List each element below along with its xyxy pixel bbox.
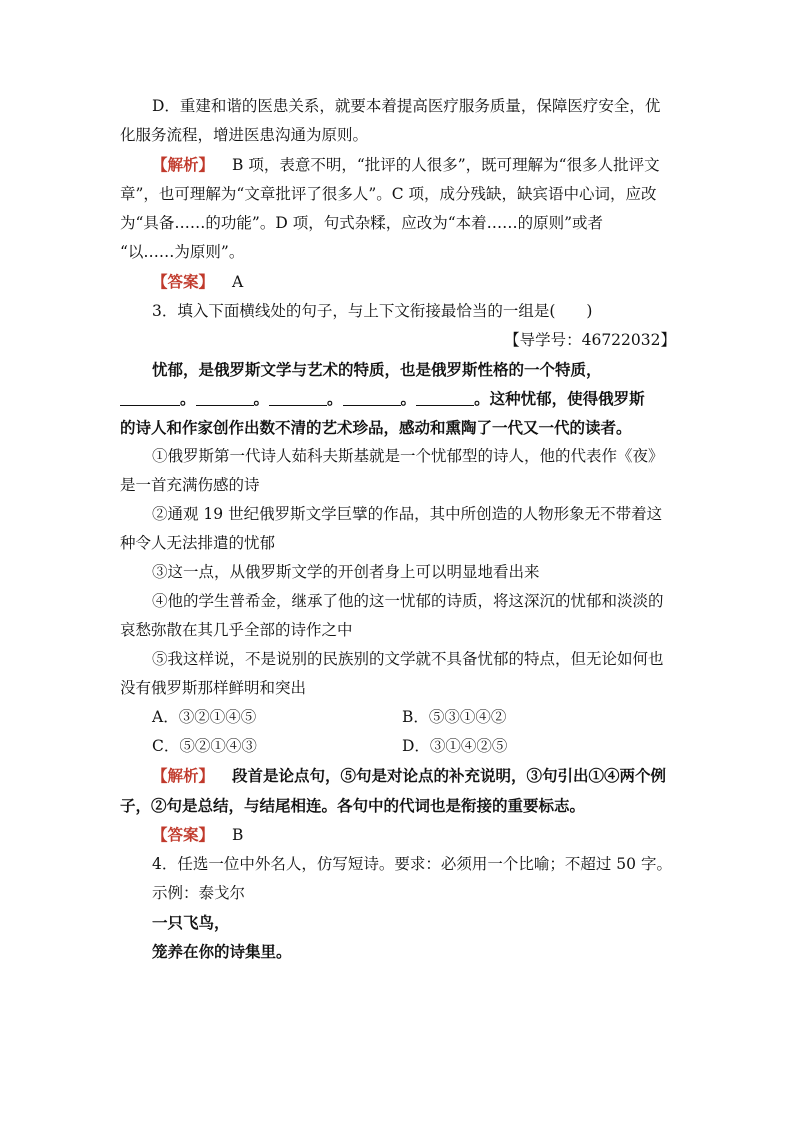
q3-sentence-2-line1: ②通观 19 世纪俄罗斯文学巨擘的作品，其中所创造的人物形象无不带着这	[152, 505, 663, 523]
q3-option-d[interactable]: D．③①④②⑤	[402, 737, 508, 755]
fill-blank[interactable]	[416, 389, 474, 406]
document-page	[120, 92, 676, 966]
q2-option-d-line1: D．重建和谐的医患关系，就要本着提高医疗服务质量，保障医疗安全，优	[152, 97, 661, 115]
analysis-tag: 【解析】	[152, 155, 215, 174]
q3-answer-value: B	[232, 826, 244, 844]
q3-answer	[120, 820, 676, 850]
q2-analysis-line2: 章”，也可理解为“文章批评了很多人”。C 项，成分残缺，缺宾语中心词，应改	[120, 185, 657, 203]
q3-sentence-2-line2: 种令人无法排遣的忧郁	[120, 534, 276, 552]
q3-sentence-3-line1: ③这一点，从俄罗斯文学的开创者身上可以明显地看出来	[152, 563, 540, 581]
blank-separator: 。	[253, 389, 270, 408]
q3-sentence-1-line1: ①俄罗斯第一代诗人茹科夫斯基就是一个忧郁型的诗人，他的代表作《夜》	[152, 447, 664, 465]
q3-passage-line1: 忧郁，是俄罗斯文学与艺术的特质，也是俄罗斯性格的一个特质，	[152, 360, 602, 379]
q3-passage-tail: 这种忧郁，使得俄罗斯	[489, 389, 645, 408]
q3-guide-number: 【导学号：46722032】	[504, 331, 676, 349]
analysis-tag: 【解析】	[152, 766, 215, 785]
q2-option-d-line2: 化服务流程，增进医患沟通为原则。	[120, 126, 369, 144]
q2-answer-value: A	[232, 273, 244, 291]
fill-blank[interactable]	[343, 389, 401, 406]
fill-blank[interactable]	[196, 389, 254, 406]
fill-blank[interactable]	[120, 389, 180, 406]
q3-option-a[interactable]: A．③②①④⑤	[152, 708, 257, 726]
q3-sentence-4-line2: 哀愁弥散在其几乎全部的诗作之中	[120, 621, 353, 639]
blank-separator: 。	[327, 389, 343, 408]
q3-sentence-4-line1: ④他的学生普希金，继承了他的这一忧郁的诗质，将这深沉的忧郁和淡淡的	[152, 592, 664, 610]
q3-sentence-1-line2: 是一首充满伤感的诗	[120, 476, 260, 494]
blank-separator: 。	[474, 389, 490, 408]
blank-separator: 。	[400, 389, 417, 408]
q3-passage-line3: 的诗人和作家创作出数不清的艺术珍品，感动和熏陶了一代又一代的读者。	[120, 418, 632, 437]
answer-tag: 【答案】	[152, 272, 215, 291]
q2-analysis-text: B 项，表意不明，“批评的人很多”，既可理解为“很多人批评文	[232, 156, 660, 174]
q3-analysis-line2: 子，②句是总结，与结尾相连。各句中的代词也是衔接的重要标志。	[120, 796, 586, 815]
blank-separator: 。	[180, 389, 196, 408]
fill-blank[interactable]	[269, 389, 327, 406]
q3-options-row1	[120, 703, 676, 732]
q4-example-label: 示例：泰戈尔	[152, 884, 246, 902]
q3-analysis-text: 段首是论点句，⑤句是对论点的补充说明，③句引出①④两个例	[232, 766, 667, 785]
answer-tag: 【答案】	[152, 825, 215, 844]
q4-poem-line2: 笼养在你的诗集里。	[152, 942, 292, 961]
q2-analysis-line4: “以……为原则”。	[120, 243, 245, 261]
q2-answer	[120, 267, 676, 297]
q4-question: 4．任选一位中外名人，仿写短诗。要求：必须用一个比喻；不超过 50 字。	[152, 855, 672, 873]
q4-poem-line1: 一只飞鸟，	[152, 913, 230, 932]
q3-passage-line2	[120, 384, 676, 413]
q3-analysis-line1	[120, 761, 676, 791]
q2-analysis-line3: 为“具备……的功能”。D 项，句式杂糅，应改为“本着……的原则”或者	[120, 214, 604, 232]
q3-sentence-5-line2: 没有俄罗斯那样鲜明和突出	[120, 679, 307, 697]
q3-option-c[interactable]: C．⑤②①④③	[152, 737, 257, 755]
q3-option-b[interactable]: B．⑤③①④②	[402, 708, 507, 726]
q3-sentence-5-line1: ⑤我这样说，不是说别的民族别的文学就不具备忧郁的特点，但无论如何也	[152, 650, 664, 668]
q2-analysis-line1	[120, 150, 676, 180]
q3-question: 3．填入下面横线处的句子，与上下文衔接最恰当的一组是( )	[152, 302, 593, 320]
q3-options-row2	[120, 732, 676, 761]
